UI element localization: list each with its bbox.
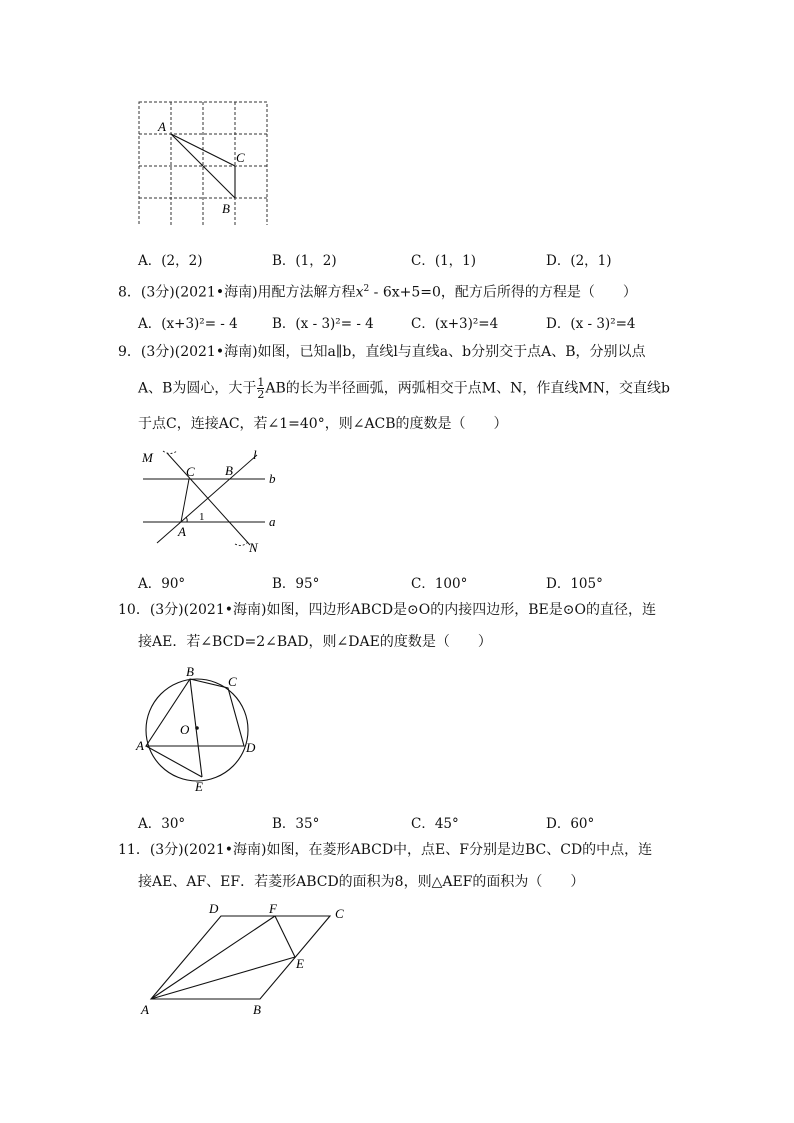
q7-option-a[interactable]: A．(2，2)	[138, 253, 203, 269]
q9-frac-den: 2	[257, 388, 265, 401]
label-E: E	[296, 956, 304, 971]
label-A: A	[136, 738, 144, 753]
q9-option-c[interactable]: C．100°	[411, 576, 468, 592]
q7-option-d[interactable]: D．(2，1)	[546, 253, 612, 269]
q8-option-b[interactable]: B．(x - 3)²= - 4	[272, 316, 374, 332]
label-N: N	[249, 540, 258, 555]
point-label-C: C	[236, 150, 245, 165]
center-point-O	[195, 726, 199, 730]
circle-O	[146, 679, 248, 781]
label-C: C	[335, 906, 344, 921]
segment-AE	[146, 746, 202, 777]
q9-line-2b: AB的长为半径画弧，两弧相交于点M、N，作直线MN，交直线b	[265, 380, 670, 397]
quad-ABCD	[146, 679, 244, 746]
q10-option-c[interactable]: C．45°	[411, 816, 459, 832]
label-b: b	[269, 471, 276, 486]
q9-line-1: 9．(3分)(2021•海南)如图，已知a∥b，直线l与直线a、b分别交于点A、B，分别以点	[118, 344, 646, 360]
q7-grid-figure	[130, 95, 280, 225]
angle-1-arc	[186, 517, 187, 522]
label-angle-1: 1	[199, 511, 205, 523]
label-a: a	[269, 514, 276, 529]
label-B: B	[225, 463, 233, 478]
q9-option-a[interactable]: A．90°	[138, 576, 186, 592]
label-M: M	[142, 450, 153, 465]
q9-line-2	[138, 377, 670, 400]
label-l: l	[253, 447, 257, 462]
q8-eq-sup: 2	[363, 284, 370, 294]
q9-fraction	[257, 377, 264, 400]
line-l	[157, 455, 257, 543]
label-C: C	[228, 674, 237, 689]
q7-option-c[interactable]: C．(1，1)	[411, 253, 477, 269]
q11-line-1: 11．(3分)(2021•海南)如图，在菱形ABCD中，点E、F分别是边BC、CD的中点，连	[118, 842, 653, 858]
segment-EF	[275, 916, 295, 957]
label-C: C	[186, 464, 195, 479]
segment-AE	[151, 957, 295, 999]
label-O: O	[180, 722, 190, 737]
label-A: A	[141, 1002, 149, 1017]
q8-question-text	[118, 279, 637, 303]
q8-eq-rest: - 6x+5=0，配方后所得的方程是（ ）	[369, 284, 637, 301]
q10-figure	[130, 660, 270, 800]
point-label-B: B	[222, 201, 230, 216]
q10-line-1: 10．(3分)(2021•海南)如图，四边形ABCD是⊙O的内接四边形，BE是⊙O的直径，连	[118, 602, 656, 618]
q9-line-3: 于点C，连接AC，若∠1=40°，则∠ACB的度数是（ ）	[138, 416, 508, 432]
q10-option-d[interactable]: D．60°	[546, 816, 595, 832]
q9-frac-num: 1	[257, 376, 265, 389]
arc-M	[163, 451, 177, 454]
q8-option-c[interactable]: C．(x+3)²=4	[411, 316, 499, 332]
q10-option-a[interactable]: A．30°	[138, 816, 186, 832]
q8-eq-x: x	[355, 284, 364, 301]
q10-line-2: 接AE．若∠BCD=2∠BAD，则∠DAE的度数是（ ）	[138, 634, 492, 650]
q7-option-b[interactable]: B．(1，2)	[272, 253, 337, 269]
label-D: D	[246, 740, 256, 755]
label-B: B	[253, 1002, 261, 1017]
q10-option-b[interactable]: B．35°	[272, 816, 320, 832]
label-D: D	[209, 901, 219, 916]
q11-figure	[135, 900, 355, 1025]
q11-line-2: 接AE、AF、EF．若菱形ABCD的面积为8，则△AEF的面积为（ ）	[138, 874, 585, 890]
q9-option-d[interactable]: D．105°	[546, 576, 603, 592]
q8-option-a[interactable]: A．(x+3)²= - 4	[138, 316, 238, 332]
label-A: A	[178, 524, 186, 539]
segment-AF	[151, 916, 275, 999]
q8-option-d[interactable]: D．(x - 3)²=4	[546, 316, 636, 332]
label-F: F	[269, 901, 277, 916]
label-E: E	[195, 779, 203, 794]
q9-figure	[135, 445, 295, 560]
label-B: B	[186, 664, 194, 679]
q9-line-2a: A、B为圆心，大于	[138, 380, 257, 397]
point-label-A: A	[158, 119, 166, 134]
q8-prefix: 8．(3分)(2021•海南)用配方法解方程	[118, 284, 356, 301]
q9-option-b[interactable]: B．95°	[272, 576, 320, 592]
